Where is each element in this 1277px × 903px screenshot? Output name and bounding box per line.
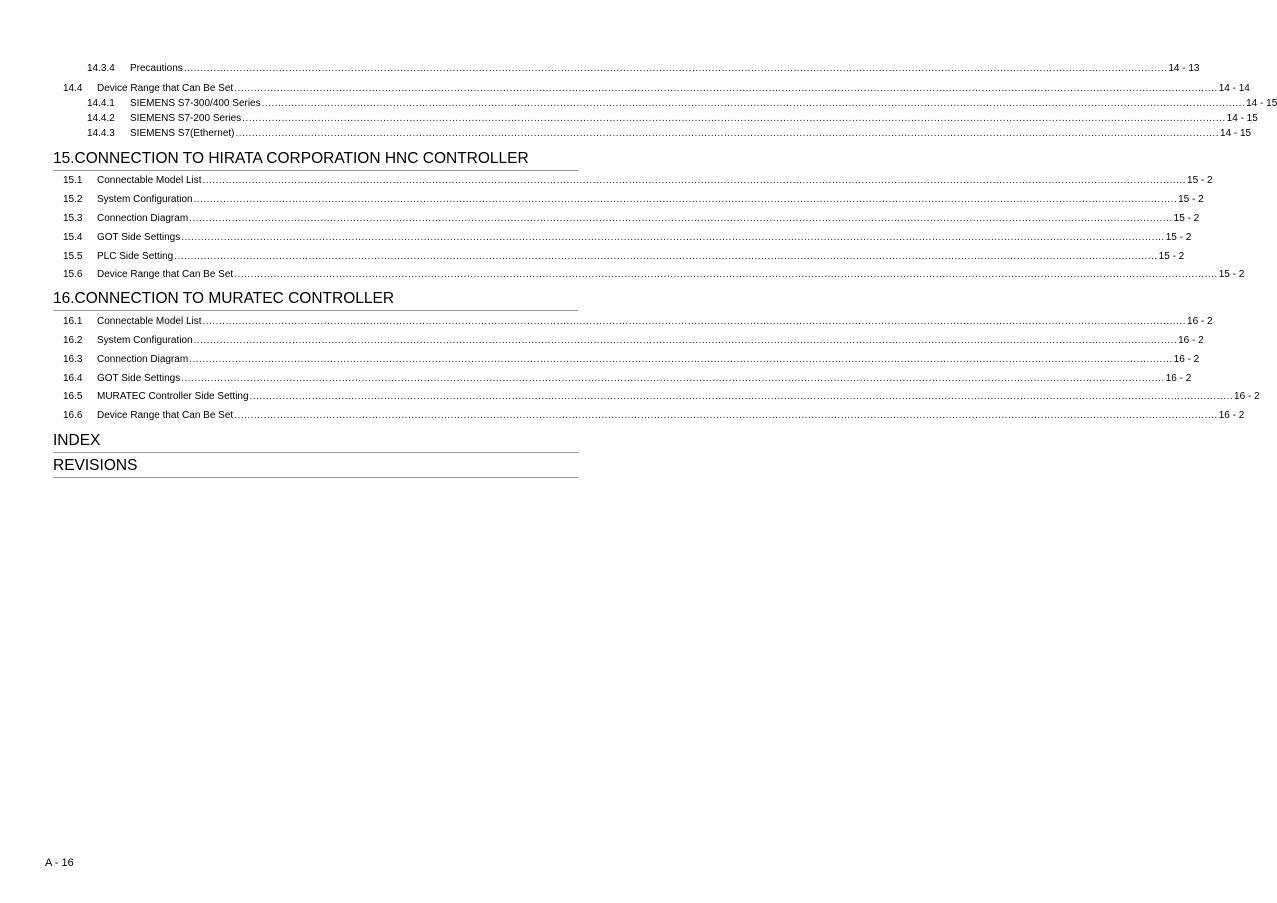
toc-entry-15-5[interactable]	[63, 251, 1185, 263]
entry-page: 16 - 2	[1173, 354, 1200, 365]
dot-leader: ............................................................................................................................................................................................................................................................................................................	[202, 175, 1187, 186]
dot-leader: ............................................................................................................................................................................................................................................................................................................	[235, 128, 1219, 139]
dot-leader: ............................................................................................................................................................................................................................................................................................................	[249, 391, 1234, 402]
entry-number: 14.4	[63, 83, 83, 94]
entry-title: GOT Side Settings	[97, 232, 181, 243]
toc-entry-16-3[interactable]	[63, 354, 1200, 366]
toc-entry-16-5[interactable]	[63, 391, 1260, 403]
toc-entry-14-4[interactable]	[63, 83, 1250, 95]
entry-number: 16.2	[63, 335, 83, 346]
dot-leader: ............................................................................................................................................................................................................................................................................................................	[174, 251, 1158, 262]
index-heading[interactable]: INDEX	[53, 432, 578, 453]
entry-title: SIEMENS S7(Ethernet)	[130, 128, 235, 139]
entry-number: 16.4	[63, 373, 83, 384]
entry-page: 15 - 2	[1158, 251, 1185, 262]
toc-entry-16-2[interactable]	[63, 335, 1204, 347]
toc-entry-14-4-3[interactable]	[87, 128, 1252, 140]
dot-leader: ............................................................................................................................................................................................................................................................................................................	[234, 269, 1218, 280]
page-number: A - 16	[45, 857, 74, 869]
entry-number: 15.4	[63, 232, 83, 243]
entry-page: 14 - 13	[1168, 63, 1200, 74]
entry-title: GOT Side Settings	[97, 373, 181, 384]
entry-title: Device Range that Can Be Set	[97, 269, 234, 280]
chapter-16-title[interactable]: 16.CONNECTION TO MURATEC CONTROLLER	[53, 290, 578, 311]
entry-title: MURATEC Controller Side Setting	[97, 391, 249, 402]
toc-entry-16-6[interactable]	[63, 410, 1245, 422]
dot-leader: ............................................................................................................................................................................................................................................................................................................	[183, 63, 1168, 74]
toc-entry-14-4-2[interactable]	[87, 113, 1258, 125]
dot-leader: ............................................................................................................................................................................................................................................................................................................	[193, 194, 1178, 205]
toc-entry-15-3[interactable]	[63, 213, 1200, 225]
entry-page: 15 - 2	[1178, 194, 1204, 205]
entry-title: Connectable Model List	[97, 175, 202, 186]
dot-leader: ............................................................................................................................................................................................................................................................................................................	[189, 354, 1173, 365]
entry-number: 15.6	[63, 269, 83, 280]
entry-title: System Configuration	[97, 194, 193, 205]
entry-title: SIEMENS S7-300/400 Series	[130, 98, 261, 109]
entry-number: 16.1	[63, 316, 83, 327]
dot-leader: ............................................................................................................................................................................................................................................................................................................	[234, 410, 1218, 421]
entry-number: 15.3	[63, 213, 83, 224]
entry-page: 16 - 2	[1218, 410, 1245, 421]
entry-title: System Configuration	[97, 335, 193, 346]
entry-page: 15 - 2	[1218, 269, 1245, 280]
dot-leader: ............................................................................................................................................................................................................................................................................................................	[242, 113, 1226, 124]
entry-page: 14 - 15	[1246, 98, 1277, 109]
entry-title: Connection Diagram	[97, 354, 189, 365]
toc-entry-15-2[interactable]	[63, 194, 1204, 206]
toc-entry-15-1[interactable]	[63, 175, 1213, 187]
dot-leader: ............................................................................................................................................................................................................................................................................................................	[234, 83, 1218, 94]
dot-leader: ............................................................................................................................................................................................................................................................................................................	[181, 373, 1165, 384]
entry-page: 16 - 2	[1187, 316, 1213, 327]
dot-leader: ............................................................................................................................................................................................................................................................................................................	[189, 213, 1173, 224]
chapter-15-title[interactable]: 15.CONNECTION TO HIRATA CORPORATION HNC CONTROLLER	[53, 150, 578, 171]
entry-page: 16 - 2	[1178, 335, 1204, 346]
entry-title: Precautions	[130, 63, 183, 74]
dot-leader: ............................................................................................................................................................................................................................................................................................................	[202, 316, 1187, 327]
entry-title: SIEMENS S7-200 Series	[130, 113, 242, 124]
entry-number: 16.5	[63, 391, 83, 402]
toc-entry-14-3-4[interactable]	[87, 63, 1200, 75]
entry-number: 15.1	[63, 175, 83, 186]
entry-title: PLC Side Setting	[97, 251, 174, 262]
entry-page: 15 - 2	[1187, 175, 1213, 186]
toc-entry-14-4-1[interactable]	[87, 98, 1277, 110]
entry-number: 14.4.3	[87, 128, 115, 139]
entry-page: 16 - 2	[1234, 391, 1260, 402]
entry-number: 15.2	[63, 194, 83, 205]
entry-page: 14 - 14	[1218, 83, 1250, 94]
entry-number: 14.4.2	[87, 113, 115, 124]
entry-number: 15.5	[63, 251, 83, 262]
entry-page: 16 - 2	[1165, 373, 1192, 384]
entry-page: 14 - 15	[1226, 113, 1258, 124]
dot-leader: ............................................................................................................................................................................................................................................................................................................	[193, 335, 1178, 346]
toc-entry-15-4[interactable]	[63, 232, 1192, 244]
entry-title: Connectable Model List	[97, 316, 202, 327]
entry-title: Connection Diagram	[97, 213, 189, 224]
toc-entry-15-6[interactable]	[63, 269, 1245, 281]
entry-page: 15 - 2	[1173, 213, 1200, 224]
entry-title: Device Range that Can Be Set	[97, 410, 234, 421]
entry-number: 14.4.1	[87, 98, 115, 109]
dot-leader: ............................................................................................................................................................................................................................................................................................................	[261, 98, 1246, 109]
entry-page: 15 - 2	[1165, 232, 1192, 243]
toc-entry-16-1[interactable]	[63, 316, 1213, 328]
dot-leader: ............................................................................................................................................................................................................................................................................................................	[181, 232, 1165, 243]
entry-number: 16.3	[63, 354, 83, 365]
toc-entry-16-4[interactable]	[63, 373, 1192, 385]
entry-page: 14 - 15	[1219, 128, 1252, 139]
entry-number: 16.6	[63, 410, 83, 421]
entry-title: Device Range that Can Be Set	[97, 83, 234, 94]
entry-number: 14.3.4	[87, 63, 115, 74]
revisions-heading[interactable]: REVISIONS	[53, 457, 578, 478]
